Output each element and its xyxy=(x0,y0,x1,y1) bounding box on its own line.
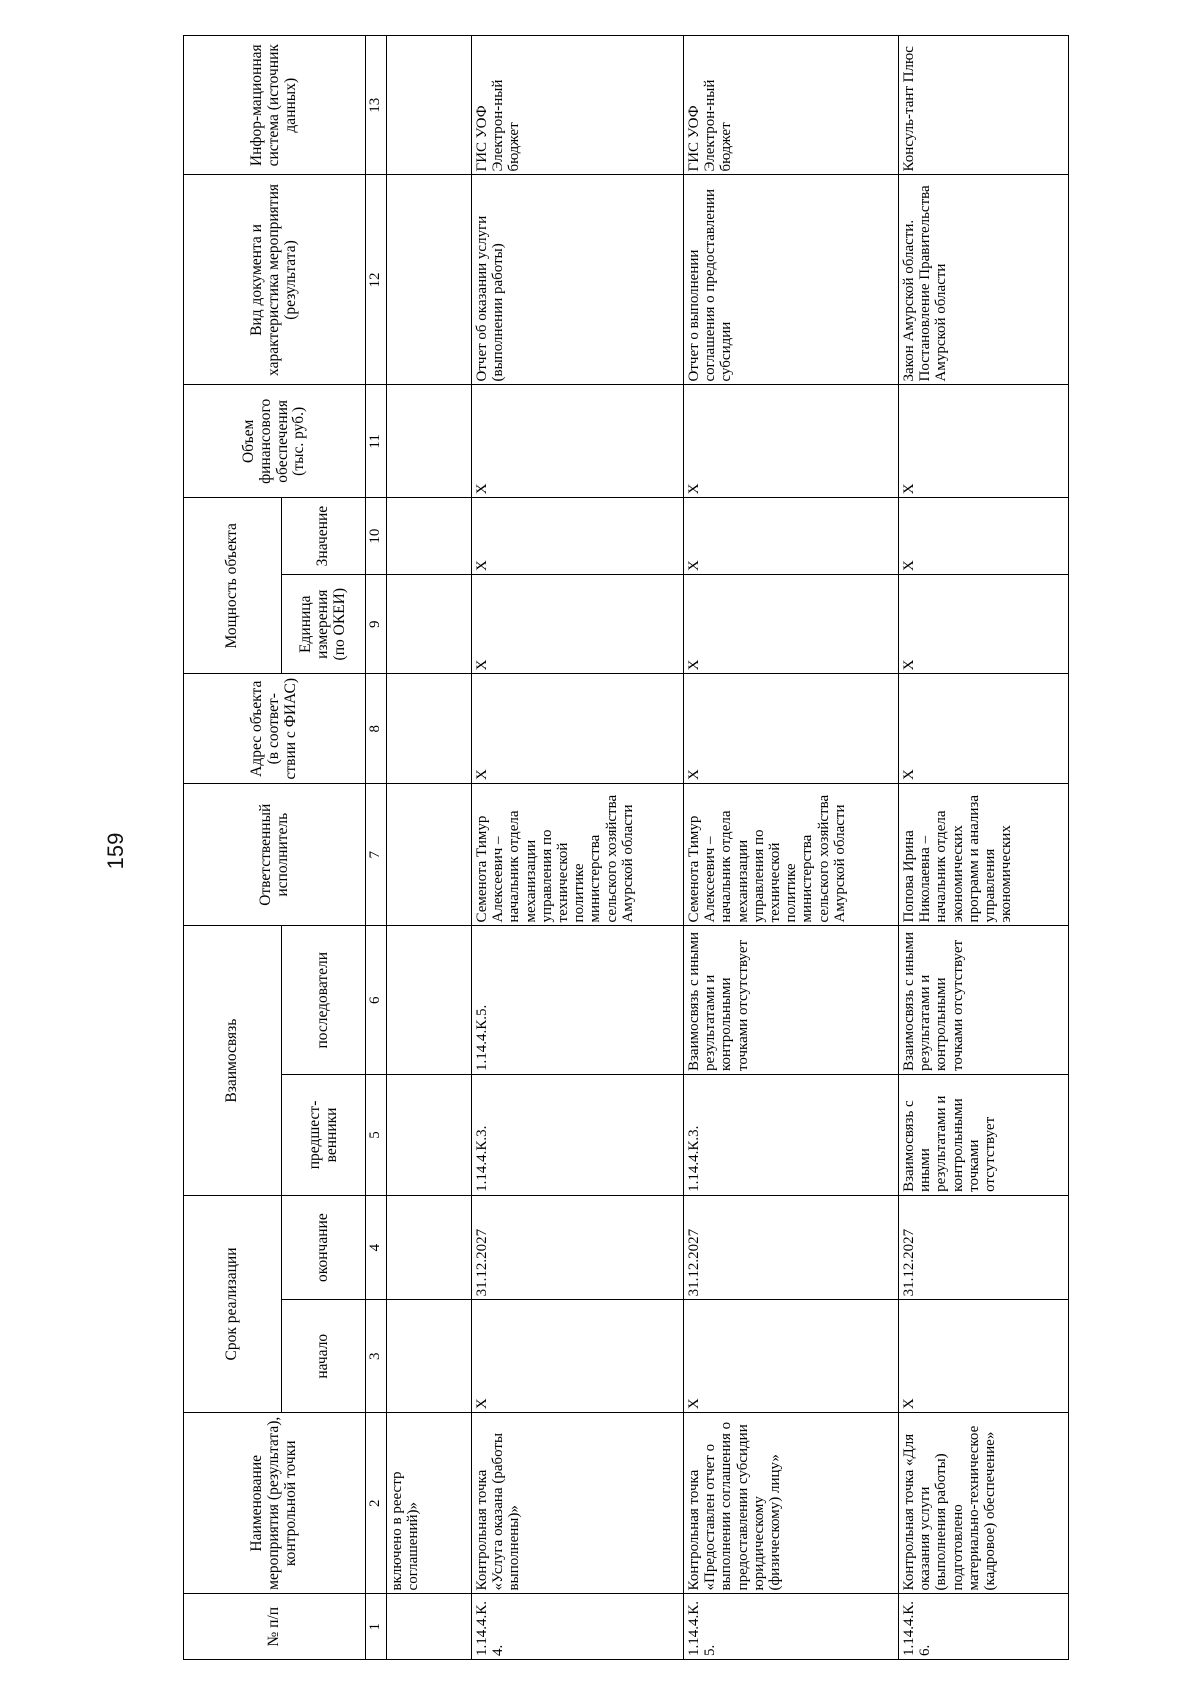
cell-successors xyxy=(387,926,472,1075)
cell-unit: X xyxy=(899,575,1069,674)
column-numbers-row xyxy=(366,36,387,1660)
cell-num xyxy=(387,1594,472,1660)
column-number: 11 xyxy=(366,385,387,498)
table-row xyxy=(684,36,899,1660)
document-table-rotated xyxy=(183,35,1083,1660)
table-row xyxy=(472,36,684,1660)
cell-finance: X xyxy=(899,385,1069,498)
header-address: Адрес объекта (в соответ-ствии с ФИАС) xyxy=(184,674,366,784)
cell-num: 1.14.4.К. 5. xyxy=(684,1594,899,1660)
column-number: 12 xyxy=(366,175,387,385)
cell-predecessors xyxy=(387,1075,472,1196)
cell-predecessors: Взаимосвязь с иными результатами и контрольными точками отсутствует xyxy=(899,1075,1069,1196)
cell-infosys: ГИС УОФ Электрон-ный бюджет xyxy=(684,36,899,175)
cell-unit: X xyxy=(684,575,899,674)
cell-doc: Отчет о выполнении соглашения о предоставлении субсидии xyxy=(684,175,899,385)
cell-responsible: Попова Ирина Николаевна – начальник отдела экономических программ и анализа управления экономических xyxy=(899,784,1069,926)
cell-value: X xyxy=(472,498,684,575)
column-number: 6 xyxy=(366,926,387,1075)
plan-table xyxy=(183,35,1069,1660)
column-number: 7 xyxy=(366,784,387,926)
cell-doc: Отчет об оказании услуги (выполнении работы) xyxy=(472,175,684,385)
cell-responsible: Семенота Тимур Алексеевич – начальник отдела механизации управления по технической политике министерства сельского хозяйства Амурской области xyxy=(472,784,684,926)
cell-num: 1.14.4.К. 4. xyxy=(472,1594,684,1660)
header-unit: Единица измерения (по ОКЕИ) xyxy=(282,575,366,674)
cell-successors: 1.14.4.К.5. xyxy=(472,926,684,1075)
header-infosys: Инфор-мационная система (источник данных) xyxy=(184,36,366,175)
cell-value: X xyxy=(684,498,899,575)
cell-successors: Взаимосвязь с иными результатами и контрольными точками отсутствует xyxy=(899,926,1069,1075)
header-doc: Вид документа и характеристика мероприятия (результата) xyxy=(184,175,366,385)
page-number: 159 xyxy=(103,832,128,870)
cell-value xyxy=(387,498,472,575)
column-number: 3 xyxy=(366,1300,387,1413)
cell-infosys: ГИС УОФ Электрон-ный бюджет xyxy=(472,36,684,175)
column-number: 1 xyxy=(366,1594,387,1660)
cell-address: X xyxy=(684,674,899,784)
header-predecessors: предшест-венники xyxy=(282,1075,366,1196)
header-moshch: Мощность объекта xyxy=(184,498,282,674)
cell-start: X xyxy=(899,1300,1069,1413)
cell-infosys xyxy=(387,36,472,175)
cell-end: 31.12.2027 xyxy=(684,1195,899,1300)
cell-name: Контрольная точка «Для оказания услуги (выполнения работы) подготовлено материально-техническое (кадровое) обеспечение» xyxy=(899,1413,1069,1594)
header-finance: Объем финансового обеспечения (тыс. руб.) xyxy=(184,385,366,498)
cell-address: X xyxy=(472,674,684,784)
cell-doc: Закон Амурской области. Постановление Правительства Амурской области xyxy=(899,175,1069,385)
cell-start xyxy=(387,1300,472,1413)
cell-predecessors: 1.14.4.К.3. xyxy=(472,1075,684,1196)
cell-start: X xyxy=(684,1300,899,1413)
header-responsible: Ответственный исполнитель xyxy=(184,784,366,926)
header-name: Наименование мероприятия (результата), контрольной точки xyxy=(184,1413,366,1594)
header-successors: последователи xyxy=(282,926,366,1075)
header-vzaim: Взаимосвязь xyxy=(184,926,282,1195)
cell-unit xyxy=(387,575,472,674)
table-row xyxy=(387,36,472,1660)
table-row xyxy=(899,36,1069,1660)
column-number: 10 xyxy=(366,498,387,575)
header-row-1 xyxy=(184,36,282,1660)
cell-finance xyxy=(387,385,472,498)
cell-num: 1.14.4.К. 6. xyxy=(899,1594,1069,1660)
cell-doc xyxy=(387,175,472,385)
column-number: 13 xyxy=(366,36,387,175)
column-number: 4 xyxy=(366,1195,387,1300)
cell-unit: X xyxy=(472,575,684,674)
cell-responsible xyxy=(387,784,472,926)
cell-end xyxy=(387,1195,472,1300)
cell-end: 31.12.2027 xyxy=(899,1195,1069,1300)
header-end: окончание xyxy=(282,1195,366,1300)
cell-finance: X xyxy=(472,385,684,498)
cell-address: X xyxy=(899,674,1069,784)
header-num: № п/п xyxy=(184,1594,366,1660)
column-number: 2 xyxy=(366,1413,387,1594)
cell-name: Контрольная точка «Предоставлен отчет о выполнении соглашения о предоставлении субсидии юридическому (физическому) лицу» xyxy=(684,1413,899,1594)
cell-responsible: Семенота Тимур Алексеевич – начальник отдела механизации управления по технической политике министерства сельского хозяйства Амурской области xyxy=(684,784,899,926)
cell-start: X xyxy=(472,1300,684,1413)
cell-value: X xyxy=(899,498,1069,575)
cell-end: 31.12.2027 xyxy=(472,1195,684,1300)
cell-finance: X xyxy=(684,385,899,498)
cell-predecessors: 1.14.4.К.3. xyxy=(684,1075,899,1196)
cell-successors: Взаимосвязь с иными результатами и контрольными точками отсутствует xyxy=(684,926,899,1075)
column-number: 8 xyxy=(366,674,387,784)
header-start: начало xyxy=(282,1300,366,1413)
header-value: Значение xyxy=(282,498,366,575)
column-number: 9 xyxy=(366,575,387,674)
cell-address xyxy=(387,674,472,784)
header-srok: Срок реализации xyxy=(184,1195,282,1412)
cell-name: включено в реестр соглашений)» xyxy=(387,1413,472,1594)
cell-infosys: Консуль-тант Плюс xyxy=(899,36,1069,175)
column-number: 5 xyxy=(366,1075,387,1196)
cell-name: Контрольная точка «Услуга оказана (работы выполнены)» xyxy=(472,1413,684,1594)
